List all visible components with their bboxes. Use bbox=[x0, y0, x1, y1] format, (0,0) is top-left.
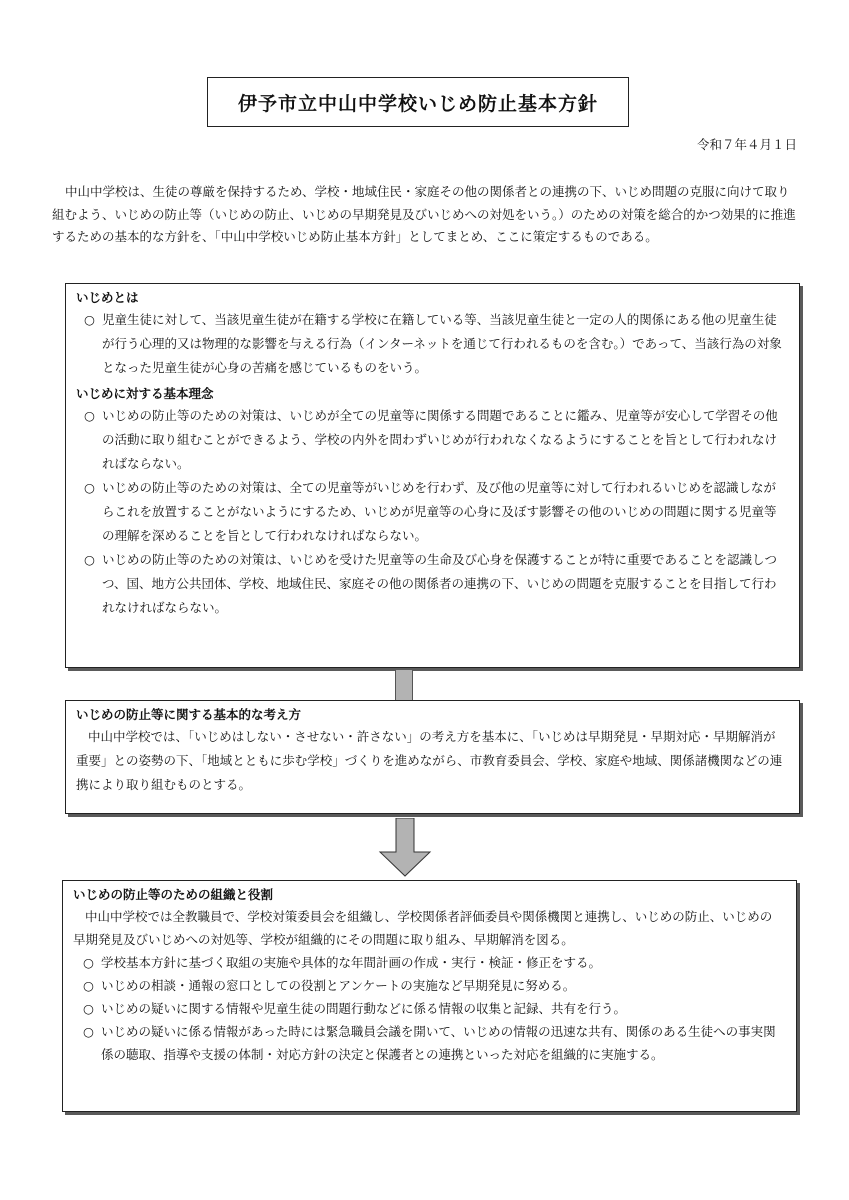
principle-item bbox=[76, 548, 785, 620]
organization-item bbox=[73, 997, 782, 1020]
organization-item-text: いじめの疑いに関する情報や児童生徒の問題行動などに係る情報の収集と記録、共有を行う。 bbox=[101, 1001, 627, 1016]
down-arrow-icon bbox=[378, 818, 432, 878]
bullet-circle: ○ bbox=[84, 480, 95, 495]
definition-text: 児童生徒に対して、当該児童生徒が在籍する学校に在籍している等、当該児童生徒と一定の人的関係にある他の児童生徒が行う心理的又は物理的な影響を与える行為（インターネットを通じて行われるものを含む。）であって、当該行為の対象となった児童生徒が心身の苦痛を感じているものをいう。 bbox=[102, 312, 782, 375]
principle-text: いじめの防止等のための対策は、いじめが全ての児童等に関係する問題であることに鑑み、児童等が安心して学習その他の活動に取り組むことができるよう、学校の内外を問わずいじめが行われなくなるようにすることを旨として行われなければならない。 bbox=[102, 408, 778, 471]
organization-item-text: いじめの疑いに係る情報があった時には緊急職員会議を開いて、いじめの情報の迅速な共有、関係のある生徒への事実関係の聴取、指導や支援の体制・対応方針の決定と保護者との連携といった対応を組織的に実施する。 bbox=[101, 1024, 776, 1062]
organization-heading: いじめの防止等のための組織と役割 bbox=[73, 887, 274, 902]
definition-heading: いじめとは bbox=[76, 290, 139, 305]
bullet-circle: ○ bbox=[83, 978, 94, 993]
bullet-circle: ○ bbox=[84, 312, 95, 327]
organization-item-text: 学校基本方針に基づく取組の実施や具体的な年間計画の作成・実行・検証・修正をする。 bbox=[101, 955, 602, 970]
bullet-circle: ○ bbox=[83, 1001, 94, 1016]
definition-principles-box bbox=[65, 283, 800, 668]
organization-item bbox=[73, 951, 782, 974]
definition-item bbox=[76, 308, 785, 380]
organization-item-text: いじめの相談・通報の窓口としての役割とアンケートの実施など早期発見に努める。 bbox=[101, 978, 576, 993]
organization-item bbox=[73, 1020, 782, 1066]
intro-paragraph: 中山中学校は、生徒の尊厳を保持するため、学校・地域住民・家庭その他の関係者との連携の下、いじめ問題の克服に向けて取り組むよう、いじめの防止等（いじめの防止、いじめの早期発見及びいじめへの対処をいう。）のための対策を総合的かつ効果的に推進するための基本的な方針を、「中山中学校いじめ防止基本方針」としてまとめ、ここに策定するものである。 bbox=[52, 184, 796, 244]
connector-bar bbox=[395, 670, 413, 700]
principle-text: いじめの防止等のための対策は、全ての児童等がいじめを行わず、及び他の児童等に対して行われるいじめを認識しながらこれを放置することがないようにするため、いじめが児童等の心身に及ぼす影響その他のいじめの問題に関する児童等の理解を深めることを旨として行われなければならない。 bbox=[102, 480, 777, 543]
title-box bbox=[207, 77, 629, 127]
organization-box bbox=[62, 880, 797, 1112]
bullet-circle: ○ bbox=[84, 408, 95, 423]
approach-text: 中山中学校では、「いじめはしない・させない・許さない」の考え方を基本に、「いじめは早期発見・早期対応・早期解消が重要」との姿勢の下、「地域とともに歩む学校」づくりを進めながら、市教育委員会、学校、家庭や地域、関係諸機関などの連携により取り組むものとする。 bbox=[76, 729, 783, 792]
approach-heading: いじめの防止等に関する基本的な考え方 bbox=[76, 707, 302, 722]
approach-box bbox=[65, 700, 800, 814]
principle-item bbox=[76, 404, 785, 476]
bullet-circle: ○ bbox=[83, 955, 94, 970]
document-date: 令和７年４月１日 bbox=[696, 137, 797, 152]
bullet-circle: ○ bbox=[84, 552, 95, 567]
organization-text: 中山中学校では全教職員で、学校対策委員会を組織し、学校関係者評価委員や関係機関と連携し、いじめの防止、いじめの早期発見及びいじめへの対処等、学校が組織的にその問題に取り組み、早期解消を図る。 bbox=[73, 909, 773, 947]
principle-item bbox=[76, 476, 785, 548]
organization-item bbox=[73, 974, 782, 997]
principle-text: いじめの防止等のための対策は、いじめを受けた児童等の生命及び心身を保護することが特に重要であることを認識しつつ、国、地方公共団体、学校、地域住民、家庭その他の関係者の連携の下、いじめの問題を克服することを目指して行われなければならない。 bbox=[102, 552, 778, 615]
principles-heading: いじめに対する基本理念 bbox=[76, 386, 214, 401]
bullet-circle: ○ bbox=[83, 1024, 94, 1039]
page-title: 伊予市立中山中学校いじめ防止基本方針 bbox=[237, 92, 598, 115]
